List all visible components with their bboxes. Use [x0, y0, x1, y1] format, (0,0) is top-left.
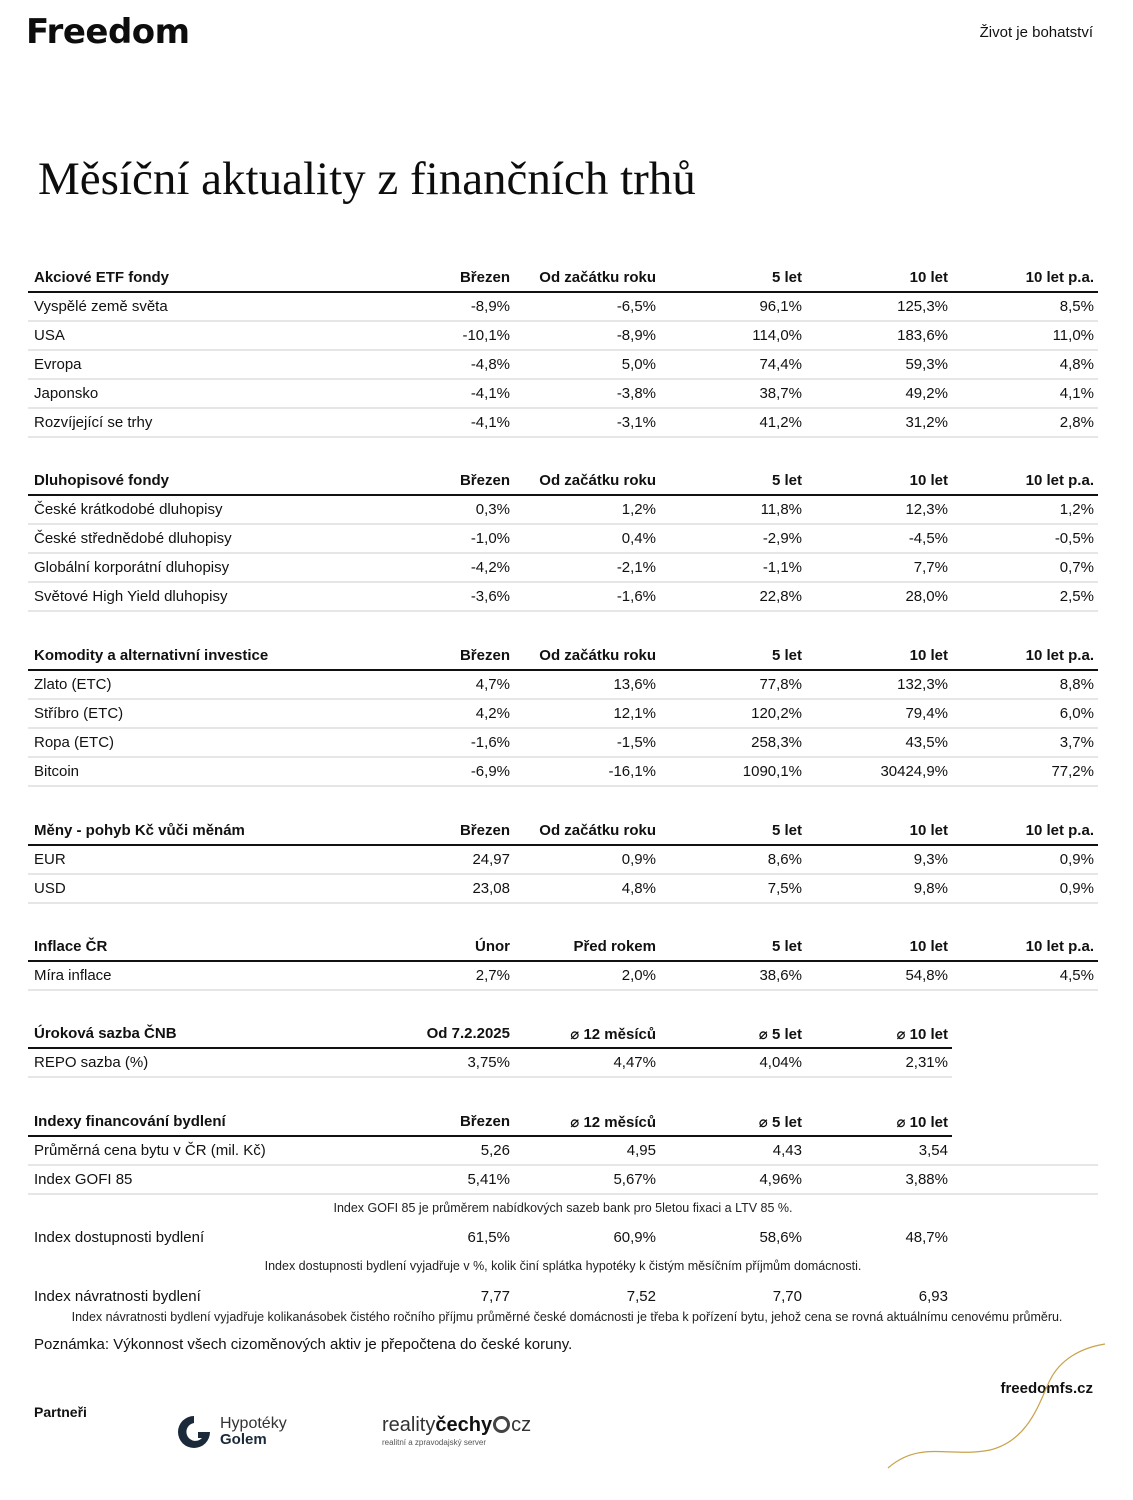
table-row	[28, 1223, 1098, 1252]
cell: 4,5%	[1059, 967, 1094, 984]
header-cell: 10 let p.a.	[1025, 269, 1094, 286]
cell: -3,8%	[616, 385, 656, 402]
table-row	[28, 1282, 1098, 1311]
cell: 1,2%	[621, 501, 656, 518]
cell: 24,97	[472, 851, 510, 868]
cell: 41,2%	[759, 414, 802, 431]
table-row	[28, 554, 1098, 583]
cell: 11,0%	[1052, 327, 1094, 344]
cell: -3,1%	[616, 414, 656, 431]
note-navratnost: Index návratnosti bydlení vyjadřuje kolikanásobek čistého ročního příjmu průměrné české domácnosti je třeba k pořízení bytu, jehož cena se rovná aktuálnímu cenovému průměru.	[71, 1310, 1063, 1324]
row-label: Index návratnosti bydlení	[34, 1288, 201, 1305]
row-label: Průměrná cena bytu v ČR (mil. Kč)	[34, 1142, 266, 1159]
row-label: Bitcoin	[34, 763, 80, 780]
cell: 4,47%	[613, 1054, 656, 1071]
header-cell: 5 let	[771, 822, 802, 839]
table-row	[28, 380, 1098, 409]
cell: 48,7%	[905, 1229, 948, 1246]
header-cell: ⌀ 5 let	[758, 1113, 802, 1131]
note-gofi: Index GOFI 85 je průměrem nabídkových sazeb bank pro 5letou fixaci a LTV 85 %.	[333, 1201, 793, 1215]
cell: 77,2%	[1051, 763, 1094, 780]
header-cell: Od začátku roku	[539, 269, 656, 286]
table-row	[28, 962, 1098, 991]
table-row	[28, 875, 1098, 904]
header-cell: 10 let p.a.	[1025, 647, 1094, 664]
cell: 23,08	[472, 880, 510, 897]
cell: 4,8%	[1059, 356, 1094, 373]
header-cell: ⌀ 5 let	[758, 1025, 802, 1043]
reality-circle-icon	[493, 1416, 510, 1433]
row-label: Evropa	[34, 356, 82, 373]
row-label: EUR	[34, 851, 66, 868]
table-akciove	[28, 264, 1098, 438]
header-cell: 5 let	[771, 647, 802, 664]
cell: -3,6%	[470, 588, 510, 605]
cell: 96,1%	[759, 298, 802, 315]
cell: 4,1%	[1059, 385, 1094, 402]
cell: 7,5%	[767, 880, 802, 897]
cell: -1,5%	[616, 734, 656, 751]
table-header-row	[28, 1108, 952, 1137]
header-cell: Akciové ETF fondy	[34, 269, 170, 286]
header-cell: Od 7.2.2025	[426, 1025, 510, 1042]
reality-part-a: reality	[382, 1414, 436, 1436]
cell: 2,31%	[905, 1054, 948, 1071]
header-cell: Od začátku roku	[539, 472, 656, 489]
cell: 7,70	[772, 1288, 802, 1305]
cell: -16,1%	[608, 763, 656, 780]
cell: 8,8%	[1059, 676, 1094, 693]
header-cell: Komodity a alternativní investice	[34, 647, 269, 664]
row-label: Index GOFI 85	[34, 1171, 133, 1188]
cell: -2,1%	[616, 559, 656, 576]
cell: -4,1%	[470, 414, 510, 431]
page-title: Měsíční aktuality z finančních trhů	[38, 153, 696, 205]
cell: -4,1%	[470, 385, 510, 402]
cell: 8,5%	[1059, 298, 1094, 315]
table-dluhopisove	[28, 467, 1098, 612]
table-row	[28, 1137, 1098, 1166]
cell: 7,7%	[913, 559, 948, 576]
cell: 4,95	[626, 1142, 656, 1159]
table-row	[28, 846, 1098, 875]
cell: -4,5%	[908, 530, 948, 547]
row-label: České krátkodobé dluhopisy	[34, 501, 223, 518]
header-cell: Od začátku roku	[539, 647, 656, 664]
cell: 4,04%	[759, 1054, 802, 1071]
cell: 3,54	[918, 1142, 948, 1159]
cell: 12,3%	[905, 501, 948, 518]
reality-subtitle: realitní a zpravodajský server	[382, 1438, 487, 1447]
cell: -1,1%	[762, 559, 802, 576]
cell: 120,2%	[751, 705, 802, 722]
header-cell: ⌀ 10 let	[896, 1113, 948, 1131]
header-cell: Měny - pohyb Kč vůči měnám	[34, 822, 245, 839]
table-row	[28, 700, 1098, 729]
golem-line2: Golem	[220, 1431, 267, 1448]
header-cell: Březen	[459, 647, 510, 664]
table-row	[28, 409, 1098, 438]
header-cell: ⌀ 12 měsíců	[570, 1025, 656, 1043]
header-cell: 10 let	[909, 647, 948, 664]
partners-label: Partneři	[34, 1404, 87, 1420]
row-label: REPO sazba (%)	[34, 1054, 149, 1071]
header-cell: Úroková sazba ČNB	[34, 1025, 177, 1042]
table-bydleni-navratnost	[28, 1282, 1098, 1311]
cell: 2,8%	[1059, 414, 1094, 431]
header-cell: ⌀ 12 měsíců	[570, 1113, 656, 1131]
cell: -4,8%	[470, 356, 510, 373]
table-row	[28, 322, 1098, 351]
cell: 3,7%	[1059, 734, 1094, 751]
cell: 13,6%	[613, 676, 656, 693]
cell: 4,96%	[759, 1171, 802, 1188]
header-cell: 10 let p.a.	[1025, 938, 1094, 955]
cell: 4,43	[772, 1142, 802, 1159]
cell: 6,93	[918, 1288, 948, 1305]
header-cell: 10 let	[909, 472, 948, 489]
cell: 5,41%	[467, 1171, 510, 1188]
cell: 258,3%	[751, 734, 802, 751]
cell: -8,9%	[616, 327, 656, 344]
header-cell: 5 let	[771, 472, 802, 489]
header-cell: 5 let	[771, 938, 802, 955]
cell: 38,6%	[759, 967, 802, 984]
reality-logo-text	[382, 1414, 531, 1437]
cell: 12,1%	[613, 705, 656, 722]
cell: 3,88%	[905, 1171, 948, 1188]
header-cell: Dluhopisové fondy	[34, 472, 169, 489]
cell: -2,9%	[762, 530, 802, 547]
cell: 0,7%	[1059, 559, 1094, 576]
cell: 54,8%	[905, 967, 948, 984]
cell: 2,7%	[475, 967, 510, 984]
cell: 4,8%	[621, 880, 656, 897]
cell: 60,9%	[613, 1229, 656, 1246]
row-label: Japonsko	[34, 385, 99, 402]
cell: 1,2%	[1059, 501, 1094, 518]
table-row	[28, 758, 1098, 787]
cell: 38,7%	[759, 385, 802, 402]
table-header-row	[28, 1020, 952, 1049]
row-label: USA	[34, 327, 65, 344]
cell: -1,0%	[470, 530, 510, 547]
header-cell: Inflace ČR	[34, 938, 108, 955]
table-header-row	[28, 264, 1098, 293]
row-label: Světové High Yield dluhopisy	[34, 588, 228, 605]
row-label: Ropa (ETC)	[34, 734, 115, 751]
table-urokova	[28, 1020, 1098, 1078]
cell: 3,75%	[467, 1054, 510, 1071]
cell: 31,2%	[905, 414, 948, 431]
row-label: Stříbro (ETC)	[34, 705, 124, 722]
table-row	[28, 351, 1098, 380]
table-row	[28, 496, 1098, 525]
golem-logo-icon	[176, 1414, 212, 1450]
row-label: Globální korporátní dluhopisy	[34, 559, 230, 576]
website-link[interactable]: freedomfs.cz	[1000, 1380, 1093, 1397]
cell: 0,3%	[475, 501, 510, 518]
cell: 6,0%	[1059, 705, 1094, 722]
header-cell: Od začátku roku	[539, 822, 656, 839]
table-komodity	[28, 642, 1098, 787]
header-cell: Indexy financování bydlení	[34, 1113, 226, 1130]
cell: 5,26	[480, 1142, 510, 1159]
cell: 77,8%	[759, 676, 802, 693]
tagline: Život je bohatství	[979, 24, 1093, 41]
cell: 49,2%	[905, 385, 948, 402]
header-cell: Únor	[475, 938, 510, 955]
header-cell: 10 let p.a.	[1025, 822, 1094, 839]
cell: 114,0%	[752, 327, 802, 344]
table-bydleni-dostupnost	[28, 1223, 1098, 1252]
cell: -8,9%	[470, 298, 510, 315]
cell: 11,8%	[760, 501, 802, 518]
cell: 183,6%	[897, 327, 948, 344]
header-cell: ⌀ 10 let	[896, 1025, 948, 1043]
header-cell: Březen	[459, 472, 510, 489]
header-cell: 5 let	[771, 269, 802, 286]
cell: 0,4%	[621, 530, 656, 547]
cell: 5,0%	[621, 356, 656, 373]
note-dostupnost: Index dostupnosti bydlení vyjadřuje v %, kolik činí splátka hypotéky k čistým měsíčním příjmům domácnosti.	[264, 1259, 862, 1273]
table-header-row	[28, 642, 1098, 671]
table-row	[28, 583, 1098, 612]
decorative-swoosh-icon	[880, 1340, 1110, 1480]
cell: 7,52	[626, 1288, 656, 1305]
partner-logo-realitycechy[interactable]	[382, 1414, 531, 1447]
cell: 58,6%	[759, 1229, 802, 1246]
golem-logo-text	[220, 1416, 287, 1448]
table-bydleni	[28, 1108, 1098, 1195]
cell: 0,9%	[1059, 851, 1094, 868]
header-cell: Březen	[459, 1113, 510, 1130]
cell: 125,3%	[897, 298, 948, 315]
footnote: Poznámka: Výkonnost všech cizoměnových aktiv je přepočtena do české koruny.	[34, 1336, 573, 1353]
row-label: USD	[34, 880, 66, 897]
cell: 2,5%	[1059, 588, 1094, 605]
reality-part-b: čechy	[435, 1414, 493, 1436]
golem-line1: Hypotéky	[220, 1415, 287, 1432]
reality-part-c: cz	[511, 1414, 532, 1436]
cell: -10,1%	[462, 327, 510, 344]
header-cell: 10 let	[909, 938, 948, 955]
header-cell: Březen	[459, 269, 510, 286]
cell: -6,5%	[616, 298, 656, 315]
cell: 7,77	[480, 1288, 510, 1305]
row-label: Vyspělé země světa	[34, 298, 168, 315]
partner-logo-golem[interactable]	[176, 1414, 287, 1450]
cell: 4,2%	[475, 705, 510, 722]
table-header-row	[28, 817, 1098, 846]
table-row	[28, 671, 1098, 700]
row-label: Zlato (ETC)	[34, 676, 112, 693]
row-label: Index dostupnosti bydlení	[34, 1229, 205, 1246]
table-header-row	[28, 933, 1098, 962]
cell: 61,5%	[467, 1229, 510, 1246]
header-cell: 10 let	[909, 822, 948, 839]
cell: -6,9%	[470, 763, 510, 780]
cell: 9,8%	[913, 880, 948, 897]
cell: -0,5%	[1054, 530, 1094, 547]
cell: 1090,1%	[742, 763, 802, 780]
cell: 30424,9%	[880, 763, 948, 780]
cell: 28,0%	[905, 588, 948, 605]
table-row	[28, 1049, 952, 1078]
cell: 4,7%	[475, 676, 510, 693]
brand-logo: Freedom	[26, 12, 190, 52]
header-cell: Březen	[459, 822, 510, 839]
row-label: Rozvíjející se trhy	[34, 414, 153, 431]
cell: -1,6%	[616, 588, 656, 605]
cell: 5,67%	[613, 1171, 656, 1188]
cell: 22,8%	[759, 588, 802, 605]
table-inflace	[28, 933, 1098, 991]
cell: 79,4%	[905, 705, 948, 722]
cell: -1,6%	[470, 734, 510, 751]
row-label: Míra inflace	[34, 967, 112, 984]
cell: 0,9%	[621, 851, 656, 868]
cell: 9,3%	[913, 851, 948, 868]
cell: 74,4%	[759, 356, 802, 373]
table-row	[28, 729, 1098, 758]
table-row	[28, 1166, 1098, 1195]
table-row	[28, 293, 1098, 322]
cell: 0,9%	[1059, 880, 1094, 897]
cell: -4,2%	[470, 559, 510, 576]
table-meny	[28, 817, 1098, 904]
header-cell: 10 let p.a.	[1025, 472, 1094, 489]
table-row	[28, 525, 1098, 554]
cell: 2,0%	[621, 967, 656, 984]
cell: 132,3%	[897, 676, 948, 693]
header-cell: Před rokem	[573, 938, 656, 955]
cell: 8,6%	[767, 851, 802, 868]
row-label: České střednědobé dluhopisy	[34, 530, 232, 547]
header-cell: 10 let	[909, 269, 948, 286]
table-header-row	[28, 467, 1098, 496]
cell: 43,5%	[905, 734, 948, 751]
cell: 59,3%	[905, 356, 948, 373]
